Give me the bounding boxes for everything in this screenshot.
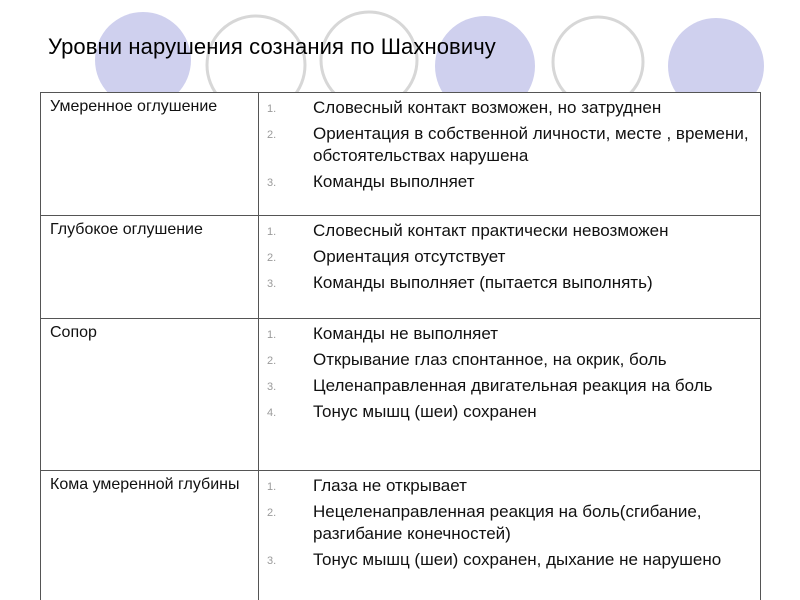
level-name: Кома умеренной глубины [41,471,259,600]
level-name: Глубокое оглушение [41,216,259,319]
list-item [259,171,754,193]
item-text: Словесный контакт возможен, но затруднен [313,98,662,117]
criteria-cell [259,93,761,216]
item-number: 3. [267,278,277,290]
list-item [259,349,754,371]
criteria-cell [259,216,761,319]
item-text: Ориентация отсутствует [313,247,506,266]
item-number: 1. [267,481,277,493]
list-item [259,272,754,294]
level-name: Умеренное оглушение [41,93,259,216]
list-item [259,123,754,167]
table-row [41,93,761,216]
item-number: 1. [267,103,277,115]
criteria-list [259,475,754,571]
table-row [41,319,761,471]
criteria-list [259,323,754,423]
item-text: Целенаправленная двигательная реакция на боль [313,376,713,395]
list-item [259,375,754,397]
list-item [259,97,754,119]
list-item [259,220,754,242]
item-text: Глаза не открывает [313,476,467,495]
list-item [259,323,754,345]
item-number: 4. [267,407,277,419]
item-number: 3. [267,381,277,393]
item-text: Нецеленаправленная реакция на боль(сгибание, разгибание конечностей) [313,502,702,543]
item-text: Тонус мышц (шеи) сохранен [313,402,537,421]
page-title: Уровни нарушения сознания по Шахновичу [48,34,496,59]
list-item [259,549,754,571]
item-number: 2. [267,129,277,141]
criteria-list [259,220,754,294]
list-item [259,475,754,497]
item-number: 2. [267,355,277,367]
criteria-cell [259,319,761,471]
list-item [259,401,754,423]
item-number: 3. [267,177,277,189]
item-text: Открывание глаз спонтанное, на окрик, боль [313,350,667,369]
list-item [259,501,754,545]
level-name: Сопор [41,319,259,471]
item-text: Команды выполняет (пытается выполнять) [313,273,653,292]
item-text: Команды выполняет [313,172,475,191]
item-number: 3. [267,555,277,567]
item-text: Ориентация в собственной личности, месте , времени, обстоятельствах нарушена [313,124,749,165]
criteria-list [259,97,754,193]
item-number: 1. [267,329,277,341]
criteria-cell [259,471,761,600]
table-row [41,216,761,319]
item-number: 1. [267,226,277,238]
list-item [259,246,754,268]
consciousness-levels-table [40,92,761,600]
item-text: Команды не выполняет [313,324,499,343]
table-row [41,471,761,600]
item-text: Тонус мышц (шеи) сохранен, дыхание не нарушено [313,550,722,569]
item-number: 2. [267,252,277,264]
item-text: Словесный контакт практически невозможен [313,221,669,240]
item-number: 2. [267,507,277,519]
